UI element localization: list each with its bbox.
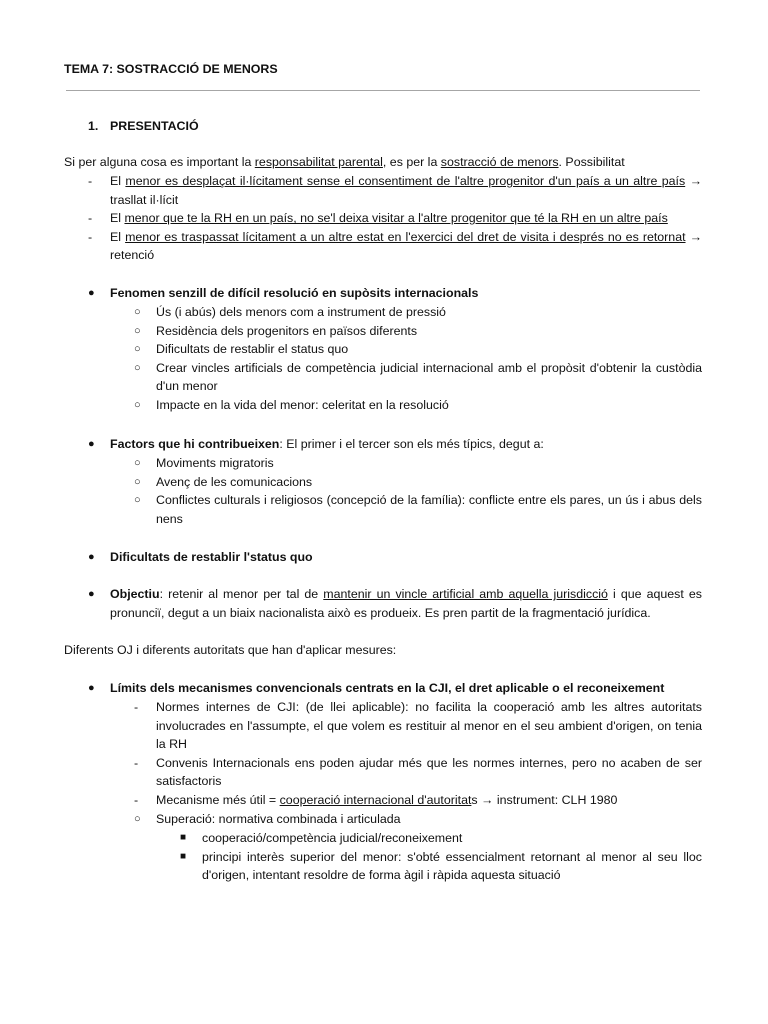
objectiu-block (88, 585, 702, 622)
factors-sublist (134, 454, 702, 528)
fenomen-block (88, 284, 702, 303)
list-item: ● Factors que hi contribueixen: El primer i el tercer son els més típics, degut a: (88, 437, 544, 451)
list-item: - El menor es desplaçat il·lícitament sense el consentiment de l'altre progenitor d'un país a un altre país → trasllat il·lícit (88, 174, 702, 207)
list-item: ■ principi interès superior del menor: s'obté essencialment retornant al menor al seu lloc d'origen, intentant resoldre de forma àgil i ràpida aquesta situació (180, 849, 702, 883)
fenomen-sublist (134, 303, 702, 415)
diferents-paragraph: Diferents OJ i diferents autoritats que han d'aplicar mesures: (64, 643, 397, 657)
list-item: ○ Conflictes culturals i religiosos (concepció de la família): conflicte entre els pares, un ús i abus dels nens (134, 493, 702, 526)
superacio-sublist (180, 829, 702, 885)
list-item: ○ Dificultats de restablir el status quo (134, 342, 349, 357)
list-item: ○ Moviments migratoris (134, 456, 274, 470)
list-item: - El menor es traspassat lícitament a un altre estat en l'exercici del dret de visita i després no es retornat → retenció (88, 229, 702, 263)
list-item: - Mecanisme més útil = cooperació internacional d'autoritats → instrument: CLH 1980 (134, 792, 618, 807)
list-item: - Normes internes de CJI: (de llei aplicable): no facilita la cooperació amb les altres autoritats involucrades en l'assumpte, el que volem es restituir al menor en el seu ambient d'origen, on tenia la RH (134, 700, 702, 752)
section-label: PRESENTACIÓ (110, 119, 199, 133)
intro-paragraph: Si per alguna cosa es important la responsabilitat parental, es per la sostracció de menors. Possibilitat (64, 155, 625, 169)
list-item: ○ Ús (i abús) dels menors com a instrument de pressió (134, 305, 446, 319)
list-item: ○ Crear vincles artificials de competència judicial internacional amb el propòsit d'obtenir la custòdia d'un menor (134, 360, 702, 394)
list-item: ○ Superació: normativa combinada i articulada (134, 811, 401, 826)
list-item: ● Dificultats de restablir l'status quo (88, 550, 313, 564)
list-item: ● Objectiu: retenir al menor per tal de mantenir un vincle artificial amb aquella jurisdicció i que aquest es pronunciï, degut a un biaix nacionalista això es produeix. Es pren partit de la fragmentació jurídica. (88, 587, 702, 620)
dificultats-block (88, 548, 702, 567)
list-item: - Convenis Internacionals ens poden ajudar més que les normes internes, pero no acaben de ser satisfactoris (134, 755, 702, 789)
section-number: 1. (88, 119, 99, 133)
possibilities-list (88, 172, 702, 265)
list-item: ○ Impacte en la vida del menor: celeritat en la resolució (134, 397, 449, 412)
list-item: ○ Residència dels progenitors en països diferents (134, 323, 418, 338)
list-item: - El menor que te la RH en un país, no se'l deixa visitar a l'altre progenitor que té la RH en un altre país (88, 211, 668, 226)
document-title: TEMA 7: SOSTRACCIÓ DE MENORS (64, 62, 278, 76)
list-item: ● Límits dels mecanismes convencionals centrats en la CJI, el dret aplicable o el reconeixement (88, 681, 665, 695)
limits-block (88, 679, 702, 698)
list-item: ○ Avenç de les comunicacions (134, 474, 313, 489)
factors-block (88, 435, 702, 454)
limits-sublist (134, 698, 702, 828)
list-item: ■ cooperació/competència judicial/reconeixement (180, 831, 463, 845)
title-divider (66, 90, 700, 91)
list-item: ● Fenomen senzill de difícil resolució en supòsits internacionals (88, 286, 479, 300)
section-heading (88, 117, 199, 136)
